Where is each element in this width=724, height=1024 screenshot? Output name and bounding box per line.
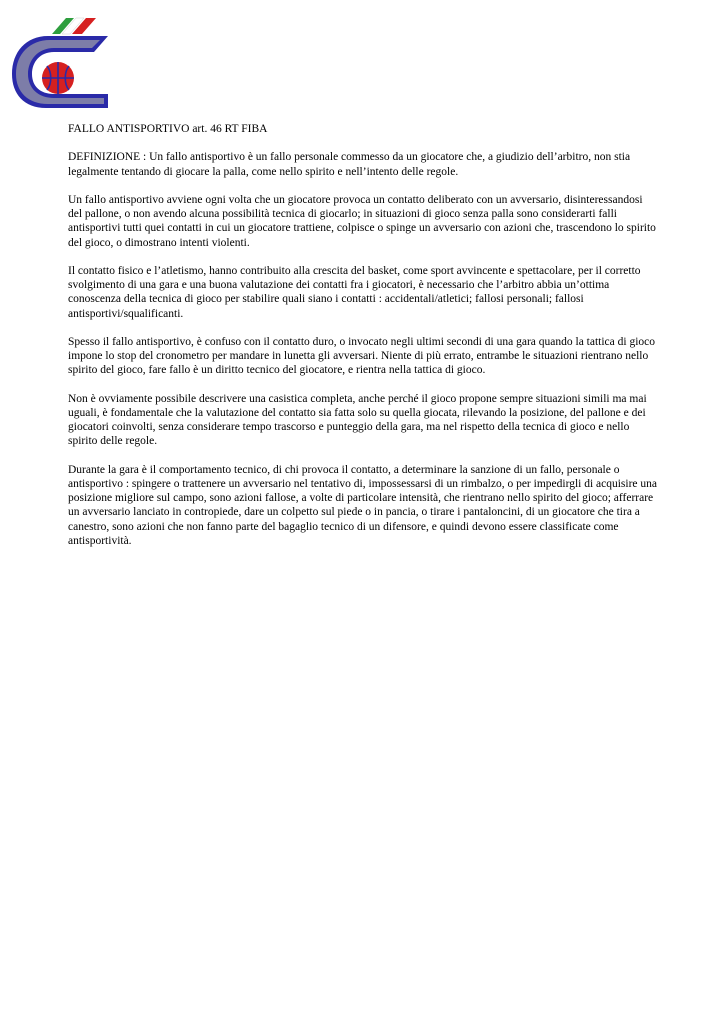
document-body (68, 122, 658, 562)
paragraph-when-occurs: Un fallo antisportivo avviene ogni volta che un giocatore provoca un contatto deliberato con un avversario, disinteressandosi del pallone, o non avendo alcuna possibilità tecnica di giocarlo; in situazioni di gioco senza palla sono considerarti falli antisportivi tutti quei contatti in cui un giocatore trattiene, colpisce o spinge un avversario con azioni che, trascendono lo spirito del gioco, o dimostrano intenti violenti. (68, 193, 656, 249)
paragraph-technical-behavior: Durante la gara è il comportamento tecnico, di chi provoca il contatto, a determinare la sanzione di un fallo, personale o antisportivo : spingere o trattenere un avversario nel tentativo di, impossessarsi di un rimbalzo, o per impedirgli di acquisire una posizione migliore sul campo, sono azioni fallose, a volte di particolare intensità, che rientrano nello spirito del gioco; afferrare un avversario lanciato in contropiede, dare un colpetto sul piede o in pancia, o tirare i pantaloncini, di un giocatore che tira a canestro, sono azioni che non fanno parte del bagaglio tecnico di un difensore, e quindi devono essere classificate come antisportività. (68, 463, 658, 547)
paragraph-confusion: Spesso il fallo antisportivo, è confuso con il contatto duro, o invocato negli ultimi secondi di una gara quando la tattica di gioco impone lo stop del cronometro per mandare in lunetta gli avversari. Niente di più errato, entrambe le situazioni rientrano nello spirito del gioco, fare fallo è un diritto tecnico del giocatore, e rientra nella tattica di gioco. (68, 335, 656, 377)
federation-logo-icon (10, 16, 110, 108)
document-title: FALLO ANTISPORTIVO art. 46 RT FIBA (68, 123, 268, 135)
paragraph-physical-contact: Il contatto fisico e l’atletismo, hanno contribuito alla crescita del basket, come sport avvincente e spettacolare, per il corretto svolgimento di una gara e una buona valutazione dei contatti fra i giocatori, è necessario che l’arbitro abbia un’ottima conoscenza della tecnica di gioco per stabilire quali siano i contatti : accidentali/atletici; fallosi personali; fallosi antisportivi/squalificanti. (68, 264, 641, 320)
paragraph-definition: DEFINIZIONE : Un fallo antisportivo è un fallo personale commesso da un giocatore che, a giudizio dell’arbitro, non stia legalmente tentando di giocare la palla, come nello spirito e nell’intento delle regole. (68, 151, 631, 178)
paragraph-evaluation: Non è ovviamente possibile descrivere una casistica completa, anche perché il gioco propone sempre situazioni simili ma mai uguali, è fondamentale che la valutazione del contatto sia fatta solo su quella giocata, rilevando la posizione, del pallone e dei giocatori coinvolti, senza considerare tempo trascorso e punteggio della gara, ma nel rispetto della tecnica di gioco e nello spirito delle regole. (68, 392, 647, 448)
